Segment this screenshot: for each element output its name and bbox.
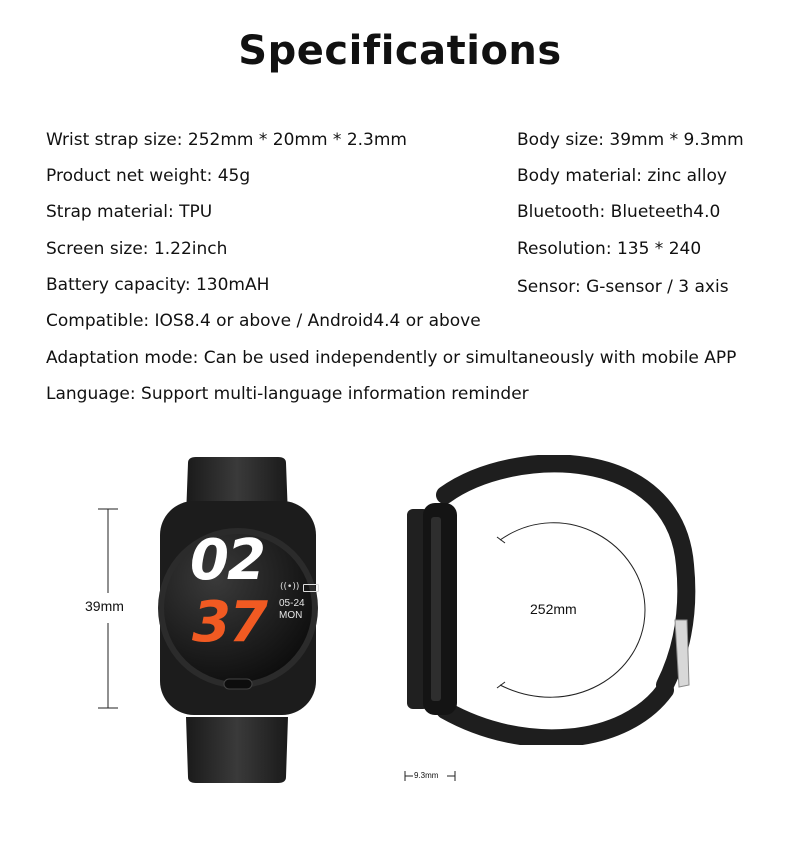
spec-body-size: Body size: 39mm * 9.3mm <box>517 130 744 150</box>
watch-weekday: MON <box>279 610 303 621</box>
page-title: Specifications <box>238 28 562 74</box>
spec-body-material: Body material: zinc alloy <box>517 166 727 186</box>
spec-resolution: Resolution: 135 * 240 <box>517 239 702 259</box>
spec-adaptation-mode: Adaptation mode: Can be used independently or simultaneously with mobile APP <box>46 348 737 368</box>
spec-bluetooth: Bluetooth: Blueteeth4.0 <box>517 202 721 222</box>
watch-minute: 37 <box>192 590 266 655</box>
height-dimension-label: 39mm <box>85 598 124 614</box>
battery-icon <box>303 584 319 592</box>
spec-compatible: Compatible: IOS8.4 or above / Android4.4 or above <box>46 311 481 331</box>
watch-side-view <box>395 455 715 745</box>
thickness-label: 9.3mm <box>414 771 439 780</box>
spec-wrist-strap-size: Wrist strap size: 252mm * 20mm * 2.3mm <box>46 130 407 150</box>
watch-date: 05-24 <box>279 598 305 609</box>
spec-battery-capacity: Battery capacity: 130mAH <box>46 275 270 295</box>
spec-sensor: Sensor: G-sensor / 3 axis <box>517 277 729 297</box>
bluetooth-status-icon: ((•)) <box>280 582 300 592</box>
watch-hour: 02 <box>190 528 264 593</box>
strap-length-label: 252mm <box>530 601 577 617</box>
spec-language: Language: Support multi-language information reminder <box>46 384 529 404</box>
spec-strap-material: Strap material: TPU <box>46 202 213 222</box>
spec-screen-size: Screen size: 1.22inch <box>46 239 228 259</box>
spec-net-weight: Product net weight: 45g <box>46 166 251 186</box>
